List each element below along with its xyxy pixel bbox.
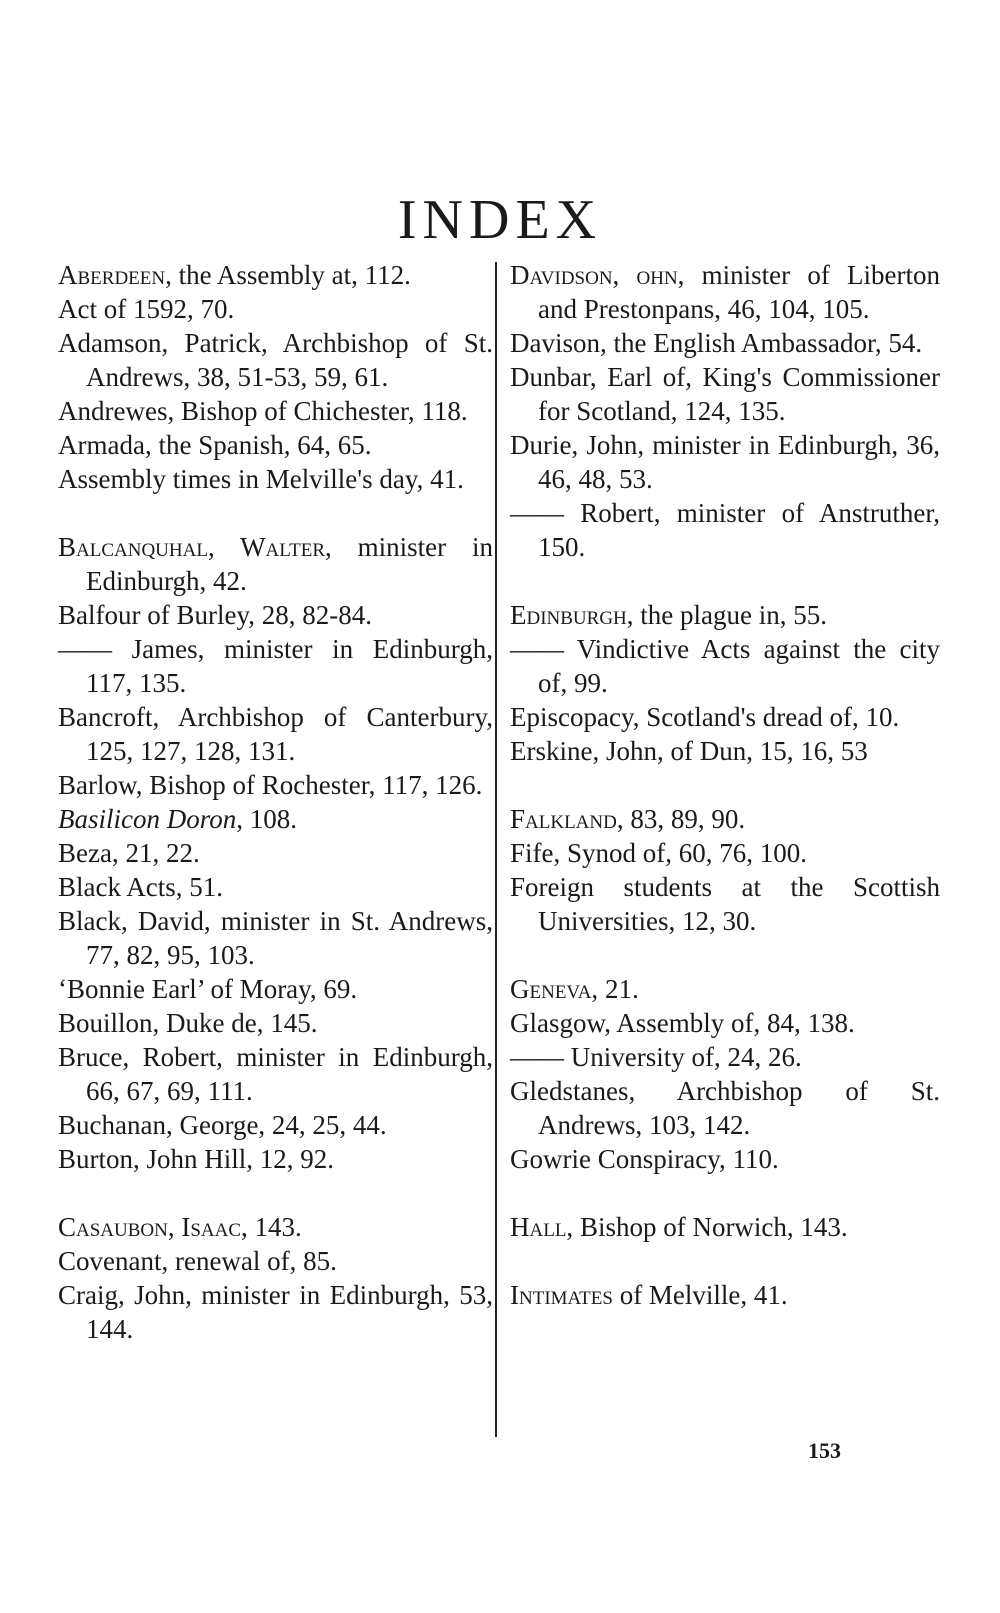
index-entry bbox=[58, 1006, 493, 1040]
index-heading-term: Davidson, ohn, bbox=[510, 260, 685, 290]
index-entry bbox=[58, 802, 493, 836]
index-title-term: Basilicon Doron bbox=[58, 804, 237, 834]
index-entry-text: 143. bbox=[247, 1212, 302, 1242]
section-gap bbox=[58, 496, 493, 530]
index-entry bbox=[510, 496, 940, 564]
index-entry bbox=[510, 598, 940, 632]
index-heading-term: Geneva, bbox=[510, 974, 599, 1004]
index-entry-text: Act of 1592, 70. bbox=[58, 294, 235, 324]
index-entry-text: —— Robert, minister of Anstruther, 150. bbox=[510, 498, 940, 562]
index-entry-text: Adamson, Patrick, Archbishop of St. Andrews, 38, 51-53, 59, 61. bbox=[58, 328, 493, 392]
index-entry bbox=[58, 326, 493, 394]
index-entry-text: Bruce, Robert, minister in Edinburgh, 66, 67, 69, 111. bbox=[58, 1042, 493, 1106]
index-entry-text: Bishop of Norwich, 143. bbox=[573, 1212, 848, 1242]
section-gap bbox=[510, 1176, 940, 1210]
index-entry bbox=[58, 836, 493, 870]
index-entry-text: Foreign students at the Scottish Universities, 12, 30. bbox=[510, 872, 940, 936]
index-entry-text: , 108. bbox=[236, 804, 297, 834]
index-entry bbox=[58, 1210, 493, 1244]
section-gap bbox=[510, 938, 940, 972]
index-entry bbox=[58, 1040, 493, 1108]
index-heading-term: Casaubon, Isaac, bbox=[58, 1212, 248, 1242]
index-entry-text: Covenant, renewal of, 85. bbox=[58, 1246, 337, 1276]
section-gap bbox=[58, 1176, 493, 1210]
index-entry-text: ‘Bonnie Earl’ of Moray, 69. bbox=[58, 974, 358, 1004]
index-entry bbox=[510, 326, 940, 360]
index-entry-text: 83, 89, 90. bbox=[623, 804, 746, 834]
index-entry-text: Buchanan, George, 24, 25, 44. bbox=[58, 1110, 387, 1140]
index-entry bbox=[510, 258, 940, 326]
index-entry bbox=[58, 632, 493, 700]
section-gap bbox=[510, 564, 940, 598]
index-entry bbox=[58, 428, 493, 462]
index-entry-text: Davison, the English Ambassador, 54. bbox=[510, 328, 923, 358]
index-entry bbox=[58, 258, 493, 292]
index-entry-text: Beza, 21, 22. bbox=[58, 838, 200, 868]
index-heading-term: Balcanquhal, Walter, bbox=[58, 532, 332, 562]
index-column-right bbox=[510, 258, 940, 1312]
index-heading-term: Edinburgh, bbox=[510, 600, 634, 630]
index-entry-text: the Assembly at, 112. bbox=[171, 260, 411, 290]
index-entry-text: Bancroft, Archbishop of Canterbury, 125, 127, 128, 131. bbox=[58, 702, 493, 766]
index-entry bbox=[58, 972, 493, 1006]
index-heading-term: Aberdeen, bbox=[58, 260, 172, 290]
index-entry-text: Andrewes, Bishop of Chichester, 118. bbox=[58, 396, 468, 426]
index-entry-text: —— Vindictive Acts against the city of, 99. bbox=[510, 634, 940, 698]
index-entry bbox=[58, 462, 493, 496]
index-entry-text: Armada, the Spanish, 64, 65. bbox=[58, 430, 372, 460]
index-entry-text: Glasgow, Assembly of, 84, 138. bbox=[510, 1008, 855, 1038]
index-entry bbox=[510, 734, 940, 768]
index-entry bbox=[58, 1108, 493, 1142]
index-entry-text: —— James, minister in Edinburgh, 117, 135. bbox=[58, 634, 493, 698]
index-entry bbox=[58, 394, 493, 428]
index-entry-text: Fife, Synod of, 60, 76, 100. bbox=[510, 838, 807, 868]
index-entry-text: Gledstanes, Archbishop of St. Andrews, 103, 142. bbox=[510, 1076, 940, 1140]
index-entry bbox=[510, 632, 940, 700]
index-entry bbox=[510, 1278, 940, 1312]
index-heading-term: Falkland, bbox=[510, 804, 624, 834]
index-entry-text: Dunbar, Earl of, King's Commissioner for Scotland, 124, 135. bbox=[510, 362, 940, 426]
index-entry bbox=[510, 802, 940, 836]
index-entry-text: 21. bbox=[598, 974, 639, 1004]
column-divider bbox=[495, 262, 497, 1437]
index-entry-text: Bouillon, Duke de, 145. bbox=[58, 1008, 318, 1038]
index-entry bbox=[510, 428, 940, 496]
index-entry-text: Erskine, John, of Dun, 15, 16, 53 bbox=[510, 736, 868, 766]
index-entry bbox=[510, 1006, 940, 1040]
index-entry bbox=[58, 768, 493, 802]
index-entry bbox=[58, 598, 493, 632]
index-entry-text: Barlow, Bishop of Rochester, 117, 126. bbox=[58, 770, 483, 800]
index-entry-text: Durie, John, minister in Edinburgh, 36, 46, 48, 53. bbox=[510, 430, 940, 494]
index-column-left bbox=[58, 258, 493, 1346]
index-entry bbox=[510, 836, 940, 870]
index-entry bbox=[58, 904, 493, 972]
index-entry-text: Assembly times in Melville's day, 41. bbox=[58, 464, 464, 494]
index-entry-text: Black, David, minister in St. Andrews, 77, 82, 95, 103. bbox=[58, 906, 493, 970]
index-entry-text: Craig, John, minister in Edinburgh, 53, 144. bbox=[58, 1280, 493, 1344]
index-entry bbox=[510, 700, 940, 734]
index-entry bbox=[58, 1142, 493, 1176]
index-entry-text: minister of Liberton and Prestonpans, 46, 104, 105. bbox=[538, 260, 940, 324]
index-entry-text: of Melville, 41. bbox=[612, 1280, 788, 1310]
page-number: 153 bbox=[808, 1438, 841, 1463]
index-entry bbox=[510, 1074, 940, 1142]
index-heading-term: Intimates bbox=[510, 1280, 613, 1310]
index-entry bbox=[58, 292, 493, 326]
index-entry bbox=[58, 700, 493, 768]
index-entry-text: the plague in, 55. bbox=[633, 600, 827, 630]
index-entry-text: Balfour of Burley, 28, 82-84. bbox=[58, 600, 372, 630]
index-entry bbox=[510, 1210, 940, 1244]
page-title: INDEX bbox=[397, 188, 603, 251]
section-gap bbox=[510, 1244, 940, 1278]
index-entry bbox=[58, 530, 493, 598]
index-entry-text: —— University of, 24, 26. bbox=[510, 1042, 802, 1072]
section-gap bbox=[510, 768, 940, 802]
index-entry bbox=[58, 870, 493, 904]
index-entry-text: minister in Edinburgh, 42. bbox=[86, 532, 494, 596]
index-entry-text: Black Acts, 51. bbox=[58, 872, 223, 902]
index-entry bbox=[510, 972, 940, 1006]
index-entry bbox=[510, 360, 940, 428]
index-entry-text: Burton, John Hill, 12, 92. bbox=[58, 1144, 335, 1174]
index-entry bbox=[58, 1278, 493, 1346]
index-entry bbox=[58, 1244, 493, 1278]
index-entry-text: Episcopacy, Scotland's dread of, 10. bbox=[510, 702, 900, 732]
index-entry bbox=[510, 1142, 940, 1176]
index-entry bbox=[510, 1040, 940, 1074]
index-entry bbox=[510, 870, 940, 938]
index-entry-text: Gowrie Conspiracy, 110. bbox=[510, 1144, 779, 1174]
index-heading-term: Hall, bbox=[510, 1212, 574, 1242]
